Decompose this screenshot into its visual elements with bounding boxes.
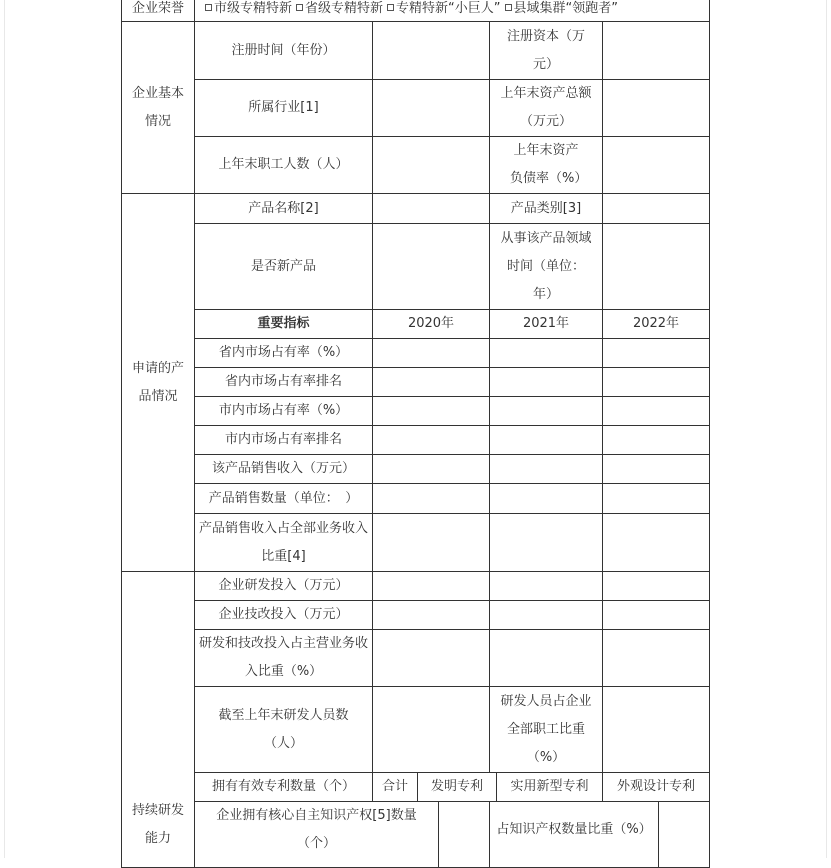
indicator-cell[interactable] [489,513,603,572]
rnd-staff-ratio-value[interactable] [602,686,710,773]
section-rnd: 持续研发能力 [121,571,195,868]
checkbox-icon[interactable] [296,4,303,11]
rnd-indicator-cell[interactable] [602,571,710,601]
indicator-cell[interactable] [489,396,603,426]
core-ip-label: 企业拥有核心自主知识产权[5]数量（个） [194,801,439,868]
honor-option[interactable]: 省级专精特新 [296,0,383,21]
patent-col-design: 外观设计专利 [602,772,710,802]
product-name-label: 产品名称[2] [194,193,373,224]
employees-value[interactable] [372,136,490,194]
indicator-cell[interactable] [372,367,490,397]
rnd-staff-value[interactable] [372,686,490,773]
indicator-cell[interactable] [602,367,710,397]
rnd-indicator-label: 研发和技改投入占主营业务收入比重（%） [194,629,373,687]
rnd-indicator-cell[interactable] [489,571,603,601]
year-header: 2020年 [372,309,490,339]
indicator-cell[interactable] [602,338,710,368]
rnd-indicator-cell[interactable] [372,629,490,687]
indicator-cell[interactable] [602,483,710,514]
indicator-cell[interactable] [489,367,603,397]
year-header: 2021年 [489,309,603,339]
indicator-cell[interactable] [489,454,603,484]
rnd-indicator-cell[interactable] [489,600,603,630]
honor-label: 企业荣誉 [121,0,195,22]
section-basic-info: 企业基本情况 [121,21,195,194]
indicator-cell[interactable] [489,338,603,368]
patents-label: 拥有有效专利数量（个） [194,772,373,802]
indicator-cell[interactable] [602,513,710,572]
indicator-cell[interactable] [602,396,710,426]
indicator-cell[interactable] [602,425,710,455]
reg-capital-label: 注册资本（万元） [489,21,603,80]
checkbox-icon[interactable] [387,4,394,11]
key-indicators-header: 重要指标 [194,309,373,339]
honor-option[interactable]: 专精特新“小巨人” [387,0,500,21]
indicator-label: 市内市场占有率（%） [194,396,373,426]
rnd-indicator-label: 企业研发投入（万元） [194,571,373,601]
debt-ratio-value[interactable] [602,136,710,194]
debt-ratio-label: 上年末资产负债率（%） [489,136,603,194]
indicator-label: 产品销售收入占全部业务收入比重[4] [194,513,373,572]
rnd-indicator-cell[interactable] [602,629,710,687]
reg-time-label: 注册时间（年份） [194,21,373,80]
rnd-indicator-cell[interactable] [372,600,490,630]
product-category-value[interactable] [602,193,710,224]
rnd-staff-ratio-label: 研发人员占企业全部职工比重（%） [489,686,603,773]
patent-col-invention: 发明专利 [417,772,497,802]
indicator-cell[interactable] [372,483,490,514]
rnd-staff-label: 截至上年末研发人员数（人） [194,686,373,773]
section-product: 申请的产品情况 [121,193,195,572]
honor-option[interactable]: 市级专精特新 [205,0,292,21]
total-assets-value[interactable] [602,79,710,137]
checkbox-icon[interactable] [205,4,212,11]
indicator-cell[interactable] [372,513,490,572]
rnd-indicator-cell[interactable] [372,571,490,601]
indicator-label: 该产品销售收入（万元） [194,454,373,484]
total-assets-label: 上年末资产总额（万元） [489,79,603,137]
indicator-cell[interactable] [372,425,490,455]
rnd-indicator-label: 企业技改投入（万元） [194,600,373,630]
patent-col-utility: 实用新型专利 [496,772,603,802]
product-name-value[interactable] [372,193,490,224]
patent-col-total: 合计 [372,772,418,802]
indicator-cell[interactable] [372,454,490,484]
indicator-cell[interactable] [602,454,710,484]
reg-capital-value[interactable] [602,21,710,80]
indicator-cell[interactable] [372,338,490,368]
indicator-label: 省内市场占有率排名 [194,367,373,397]
years-in-field-label: 从事该产品领域时间（单位：年） [489,223,603,310]
industry-label: 所属行业[1] [194,79,373,137]
indicator-cell[interactable] [489,483,603,514]
indicator-cell[interactable] [489,425,603,455]
indicator-label: 省内市场占有率（%） [194,338,373,368]
reg-time-value[interactable] [372,21,490,80]
product-category-label: 产品类别[3] [489,193,603,224]
industry-value[interactable] [372,79,490,137]
is-new-product-label: 是否新产品 [194,223,373,310]
indicator-label: 市内市场占有率排名 [194,425,373,455]
rnd-indicator-cell[interactable] [602,600,710,630]
honor-option[interactable]: 县域集群“领跑者” [505,0,618,21]
indicator-cell[interactable] [372,396,490,426]
ip-ratio-label: 占知识产权数量比重（%） [489,801,659,868]
indicator-label: 产品销售数量（单位： ） [194,483,373,514]
honor-options [194,0,710,22]
employees-label: 上年末职工人数（人） [194,136,373,194]
year-header: 2022年 [602,309,710,339]
is-new-product-value[interactable] [372,223,490,310]
checkbox-icon[interactable] [505,4,512,11]
years-in-field-value[interactable] [602,223,710,310]
rnd-indicator-cell[interactable] [489,629,603,687]
